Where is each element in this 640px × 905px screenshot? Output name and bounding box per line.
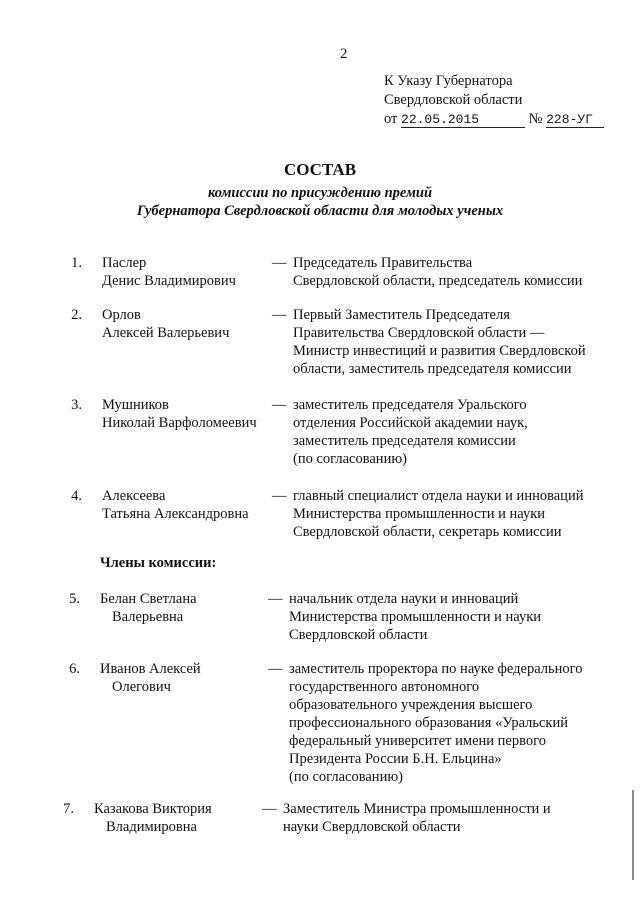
scan-edge-mark (632, 790, 634, 880)
member-name-line: Мушников (102, 397, 169, 413)
member-role-line: заместитель председателя Уральского (293, 397, 527, 413)
member-role-line: Заместитель Министра промышленности и (283, 801, 551, 817)
member-role-line: заместитель председателя комиссии (293, 433, 516, 449)
page-number: 2 (340, 46, 348, 62)
title-subtitle-1: комиссии по присуждению премий (207, 185, 433, 201)
member-role (289, 590, 541, 644)
member-role-line: Первый Заместитель Председателя (293, 307, 510, 323)
member-role-line: (по согласованию) (289, 769, 403, 785)
member-role (293, 306, 586, 378)
member-number: 4. (71, 488, 82, 504)
member-name (102, 396, 257, 432)
member-name-line: Олегович (112, 679, 171, 695)
member-role-line: науки Свердловской области (283, 819, 461, 835)
member-role-line: Председатель Правительства (293, 255, 473, 271)
appendix-header (384, 72, 604, 129)
member-role-line: области, заместитель председателя комиссии (293, 361, 572, 377)
member-name-line: Паслер (102, 255, 147, 271)
member-number: 6. (69, 661, 80, 677)
member-role-line: отделения Российской академии наук, (293, 415, 528, 431)
member-name (100, 590, 197, 626)
member-role (293, 487, 583, 541)
member-role-line: Свердловской области (289, 627, 428, 643)
appendix-line-1: К Указу Губернатора (384, 73, 513, 89)
member-role (283, 800, 551, 836)
member-role-line: государственного автономного (289, 679, 480, 695)
member-dash: — (272, 488, 287, 504)
document-title (0, 160, 640, 220)
title-main: СОСТАВ (283, 160, 357, 179)
member-name-line: Алексеева (102, 488, 166, 504)
section-title: Члены комиссии: (100, 555, 217, 571)
member-role-line: заместитель проректора по науке федерального (289, 661, 583, 677)
member-number: 3. (71, 397, 82, 413)
member-role-line: Министр инвестиций и развития Свердловской (293, 343, 586, 359)
member-name-line: Иванов Алексей (100, 661, 201, 677)
member-dash: — (272, 397, 287, 413)
member-role-line: Президента России Б.Н. Ельцина» (289, 751, 502, 767)
member-number: 7. (63, 801, 74, 817)
member-name-line: Владимировна (106, 819, 197, 835)
title-subtitle-2: Губернатора Свердловской области для молодых ученых (136, 203, 504, 219)
member-number: 2. (71, 307, 82, 323)
member-name-line: Казакова Виктория (94, 801, 212, 817)
appendix-line-2: Свердловской области (384, 92, 523, 108)
member-dash: — (272, 307, 287, 323)
member-role (293, 254, 582, 290)
member-name-line: Денис Владимирович (102, 273, 236, 289)
member-role (289, 660, 582, 786)
member-role-line: начальник отдела науки и инноваций (289, 591, 519, 607)
member-role (293, 396, 528, 468)
member-dash: — (272, 255, 287, 271)
member-role-line: Правительства Свердловской области — (293, 325, 545, 341)
member-role-line: образовательного учреждения высшего (289, 697, 533, 713)
member-dash: — (268, 661, 283, 677)
decree-date: 22.05.2015 (401, 112, 525, 128)
member-role-line: Свердловской области, председатель комиссии (293, 273, 583, 289)
member-number: 1. (71, 255, 82, 271)
member-dash: — (268, 591, 283, 607)
member-role-line: федеральный университет имени первого (289, 733, 546, 749)
member-name-line: Белан Светлана (100, 591, 197, 607)
member-name-line: Татьяна Александровна (102, 506, 249, 522)
member-role-line: Министерства промышленности и науки (293, 506, 546, 522)
member-name (100, 660, 201, 696)
member-role-line: главный специалист отдела науки и инноваций (293, 488, 584, 504)
member-name (94, 800, 212, 836)
member-name-line: Алексей Валерьевич (102, 325, 230, 341)
member-role-line: профессионального образования «Уральский (289, 715, 568, 731)
member-name-line: Николай Варфоломеевич (102, 415, 257, 431)
member-name-line: Орлов (102, 307, 141, 323)
decree-number: 228-УГ (546, 112, 604, 128)
date-prefix: от (384, 111, 398, 127)
member-name-line: Валерьевна (112, 609, 184, 625)
appendix-date-line (384, 110, 604, 129)
member-number: 5. (69, 591, 80, 607)
member-name (102, 306, 229, 342)
member-role-line: (по согласованию) (293, 451, 407, 467)
member-role-line: Министерства промышленности и науки (289, 609, 542, 625)
member-name (102, 487, 249, 523)
number-prefix: № (528, 111, 543, 127)
member-dash: — (262, 801, 277, 817)
member-role-line: Свердловской области, секретарь комиссии (293, 524, 562, 540)
member-name (102, 254, 236, 290)
